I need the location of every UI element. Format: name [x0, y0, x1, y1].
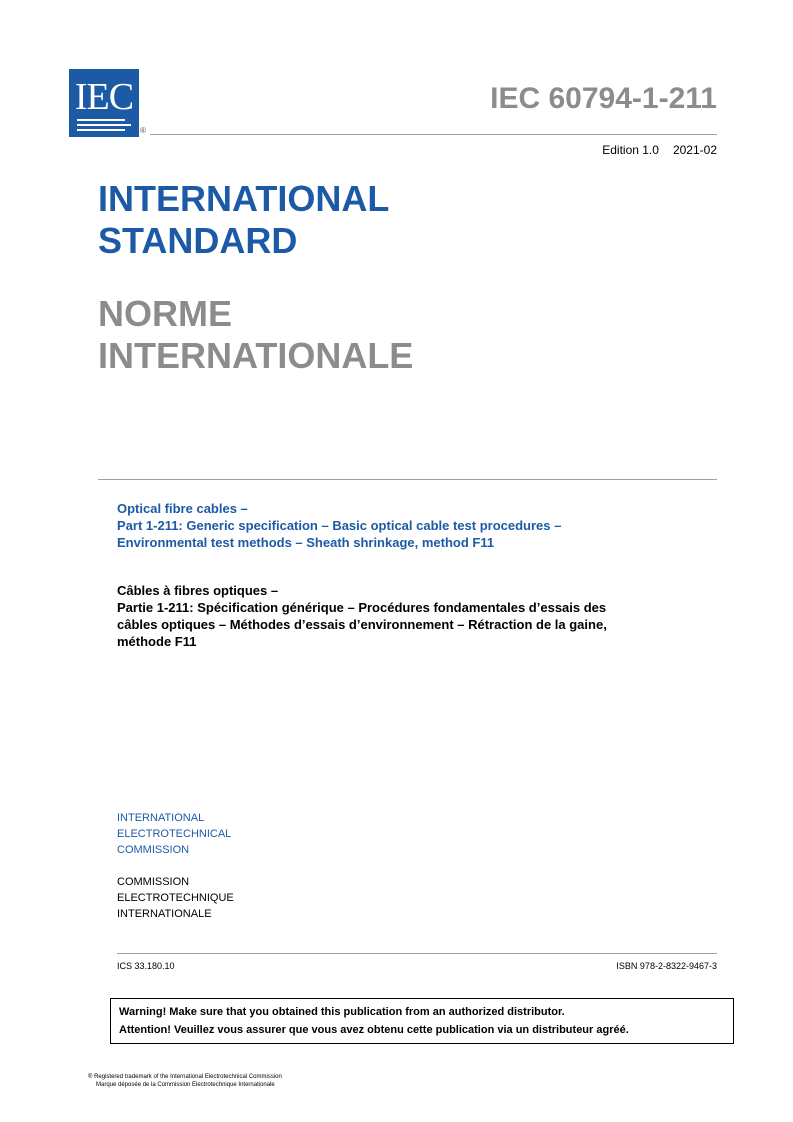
warning-box [110, 998, 734, 1044]
organization-english [117, 810, 231, 858]
title-line: STANDARD [98, 220, 298, 261]
organization-line: INTERNATIONAL [117, 812, 205, 824]
warning-french: Attention! Veuillez vous assurer que vous avez obtenu cette publication via un distributeur agréé. [119, 1024, 629, 1036]
subject-english [117, 500, 717, 551]
logo-stripe [77, 129, 125, 131]
organization-line: ELECTROTECHNICAL [117, 828, 232, 840]
title-line: INTERNATIONALE [98, 335, 414, 376]
footnote-french: Marque déposée de la Commission Electrotechnique Internationale [96, 1082, 275, 1088]
ics-code: ICS 33.180.10 [117, 961, 175, 971]
logo-stripe [77, 119, 125, 121]
subject-french [117, 582, 722, 650]
subject-line: Environmental test methods – Sheath shrinkage, method F11 [117, 535, 495, 550]
edition-date: 2021-02 [672, 143, 717, 157]
title-english [98, 178, 389, 262]
subject-line: Câbles à fibres optiques – [117, 583, 279, 598]
subject-line: Part 1-211: Generic specification – Basic optical cable test procedures – [117, 518, 562, 533]
organization-line: ELECTROTECHNIQUE [117, 892, 234, 904]
section-divider [98, 479, 717, 480]
header-divider [150, 134, 717, 135]
document-number: IEC 60794-1-211 [490, 82, 717, 115]
iec-logo-text: IEC [74, 76, 134, 118]
registered-mark: ® [140, 126, 146, 135]
organization-line: COMMISSION [117, 876, 190, 888]
title-line: NORME [98, 293, 232, 334]
edition-info [602, 143, 717, 157]
title-line: INTERNATIONAL [98, 178, 390, 219]
organization-french [117, 874, 234, 922]
title-french [98, 293, 413, 377]
warning-english: Warning! Make sure that you obtained this publication from an authorized distributor. [119, 1006, 565, 1018]
organization-line: INTERNATIONALE [117, 908, 212, 920]
trademark-footnote [88, 1073, 282, 1089]
organization-line: COMMISSION [117, 844, 190, 856]
edition-label: Edition 1.0 [602, 143, 659, 157]
logo-stripe [77, 124, 131, 126]
iec-logo [69, 69, 139, 137]
isbn-number: ISBN 978-2-8322-9467-3 [616, 961, 717, 971]
footnote-english: ® Registered trademark of the International Electrotechnical Commission [88, 1074, 282, 1080]
subject-line: Optical fibre cables – [117, 501, 248, 516]
subject-line: câbles optiques – Méthodes d’essais d’environnement – Rétraction de la gaine, [117, 617, 607, 632]
subject-line: méthode F11 [117, 634, 197, 649]
subject-line: Partie 1-211: Spécification générique – Procédures fondamentales d’essais des [117, 600, 607, 615]
footer-divider [117, 953, 717, 954]
